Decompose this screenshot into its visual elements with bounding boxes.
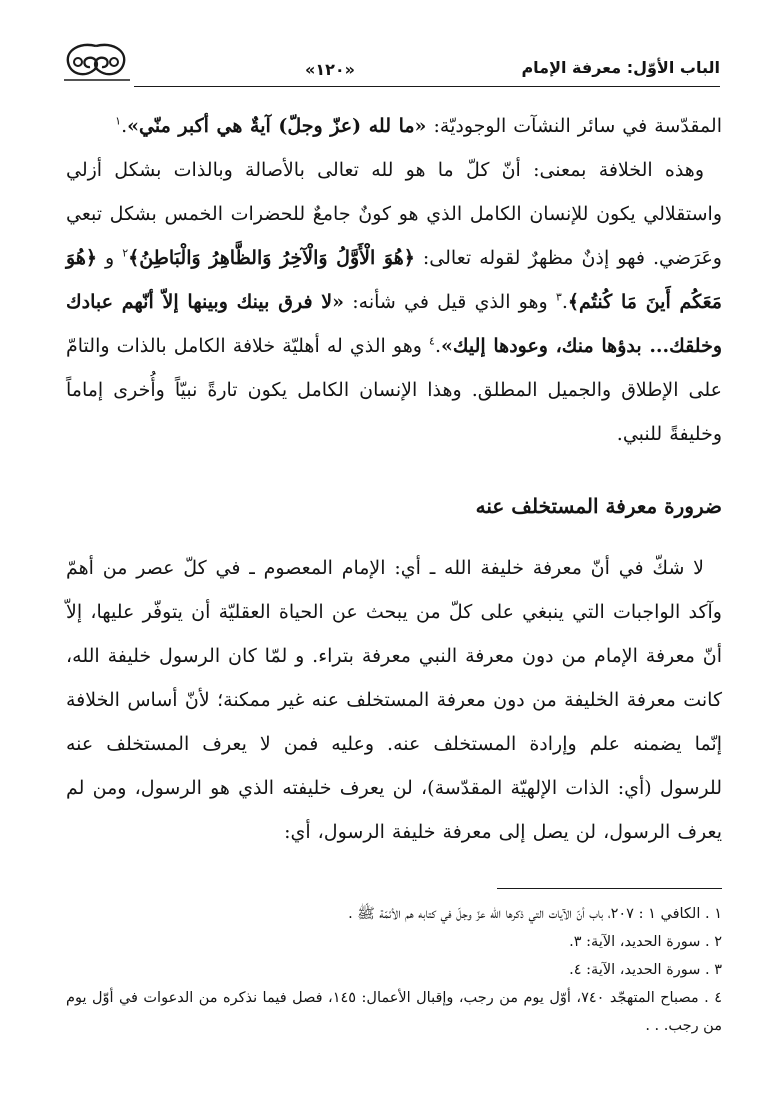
para2-hadith: «لا فرق بينك وبينها إلاّ أنّهم عبادك وخلقك... بدؤها منك، وعودها إليك» <box>66 291 722 357</box>
para2-text-5: . <box>434 335 442 357</box>
paragraph-1 <box>66 104 722 148</box>
footnote-ref-2[interactable]: ٢ <box>122 246 129 260</box>
footnote-3: ٣ . سورة الحديد، الآية: ٤. <box>569 962 722 978</box>
footnote-4: ٤ . مصباح المتهجّد ٧٤٠، أوّل يوم من رجب، وإقبال الأعمال: ١٤٥، فصل فيما نذكره من الدعوات في أوّل يوم من رجب. . . <box>66 990 722 1034</box>
para2-text-6: وهو الذي له أهليّة خلافة الكامل بالذات والتامّ على الإطلاق والجميل المطلق. وهذا الإنسان الكامل يكون تارةً نبيّاً وأُخرى إماماً وخليفةً للنبي. <box>66 335 722 445</box>
footnotes-list <box>66 900 722 1040</box>
footnote-ref-3[interactable]: ٣ <box>555 290 562 304</box>
page-number: «١٢٠» <box>305 60 355 79</box>
page-header <box>60 38 720 90</box>
footnote-ref-1[interactable]: ١ <box>115 114 122 128</box>
para1-tail: . <box>121 115 128 137</box>
para2-quran-1: ﴿هُوَ الْأَوَّلُ وَالْآخِرُ وَالظَّاهِرُ وَالْبَاطِنُ﴾ <box>128 247 415 269</box>
para2-text-3: . <box>561 291 568 313</box>
para2-text-4: وهو الذي قيل في شأنه: <box>344 291 556 313</box>
footnote-2: ٢ . سورة الحديد، الآية: ٣. <box>569 934 722 950</box>
top-text-block <box>66 104 722 456</box>
para2-text-1: وهذه الخلافة بمعنى: أنّ كلّ ما هو لله تعالى بالأصالة وبالذات بشكل أزلي واستقلالي يكون للإنسان الكامل الذي هو كونٌ جامعٌ للحضرات الخمس بشكل تبعي وعَرَضي. فهو إذنٌ مظهرٌ لقوله تعالى: <box>66 159 722 269</box>
footnote-1: ١ . الكافي ١ : ٢٠٧، باب أنّ الآيات التي ذكرها الله عزّ وجلّ في كتابه هم الأئمّة ﷺ . <box>348 906 722 922</box>
para1-quote: «ما لله (عزّ وجلّ) آيةٌ هي أكبر منّي» <box>127 115 427 137</box>
para1-lead: المقدّسة في سائر النشآت الوجوديّة: <box>426 115 722 137</box>
chapter-title: الباب الأوّل: معرفة الإمام <box>521 58 720 77</box>
para2-quran-2: ﴿هُوَ مَعَكُم أَينَ مَا كُنتُم﴾ <box>66 247 722 313</box>
paragraph-2 <box>66 148 722 456</box>
footnote-ref-4[interactable]: ٤ <box>429 334 435 348</box>
section-heading: ضرورة معرفة المستخلف عنه <box>475 494 722 518</box>
para2-text-2: و <box>96 247 123 269</box>
bottom-text-block <box>66 546 722 854</box>
header-rule <box>134 86 720 87</box>
footnote-separator <box>497 888 722 889</box>
paragraph-3: لا شكّ في أنّ معرفة خليفة الله ـ أي: الإمام المعصوم ـ في كلّ عصر من أهمّ وآكد الواجبات التي ينبغي على كلّ من يبحث عن الحياة العقليّة أن يتوفّر عليها، إلاّ أنّ معرفة الإمام من دون معرفة النبي معرفة بتراء. و لمّا كان الرسول خليفة الله، كانت معرفة الخليفة من دون معرفة المستخلف عنه غير ممكنة؛ لأنّ أساس الخلافة إنّما يضمنه علم وإرادة المستخلف عنه. وعليه فمن لا يعرف المستخلف عنه للرسول (أي: الذات الإلهيّة المقدّسة)، لن يعرف خليفته الذي هو الرسول، ومن لم يعرف الرسول، لن يصل إلى معرفة خليفة الرسول، أي: <box>66 557 722 843</box>
decorative-ornament-icon <box>60 40 132 82</box>
